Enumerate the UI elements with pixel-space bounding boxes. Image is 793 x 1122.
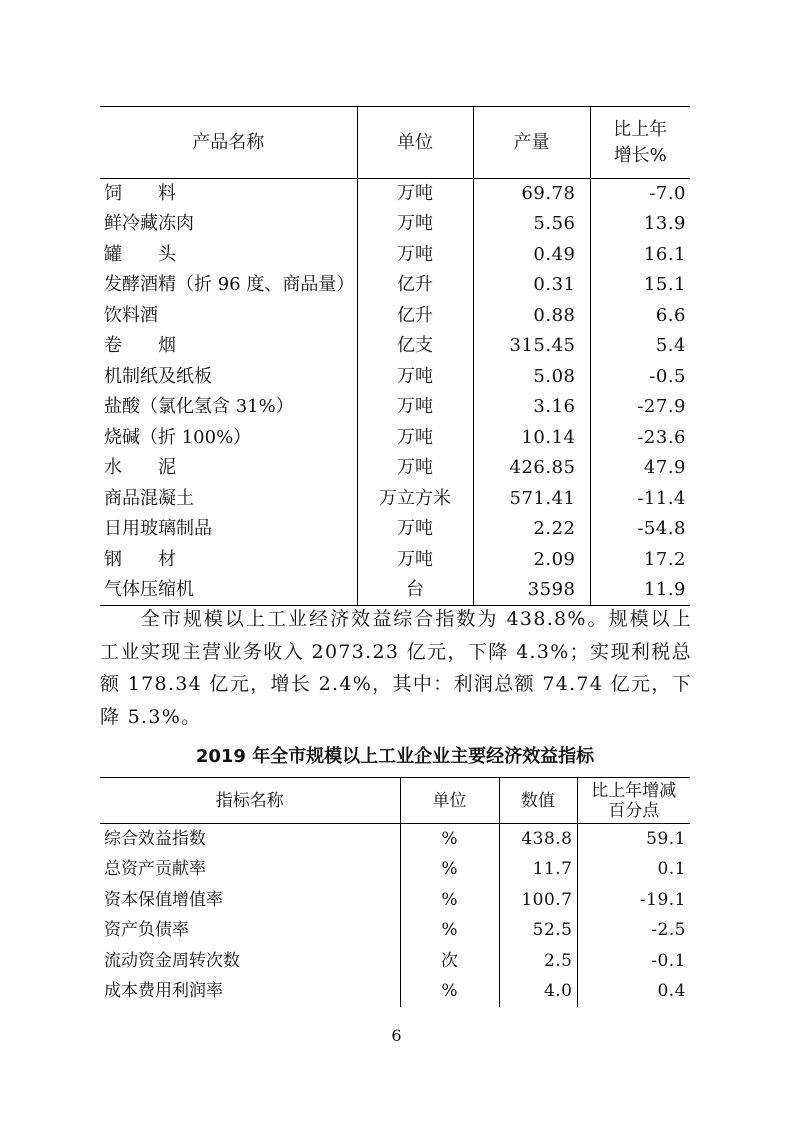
table-row: [100, 270, 690, 301]
cell-name: 饮料酒: [104, 304, 158, 326]
cell-growth: -0.5: [590, 362, 690, 393]
header-value: 数值: [499, 778, 577, 824]
cell-unit: %: [400, 976, 499, 1007]
cell-growth: -27.9: [590, 392, 690, 423]
cell-unit: 万吨: [357, 209, 473, 240]
cell-unit: 万立方米: [357, 484, 473, 515]
cell-unit: 亿升: [357, 270, 473, 301]
cell-output: 10.14: [473, 423, 590, 454]
table-header-row: [100, 107, 690, 179]
cell-growth: -11.4: [590, 484, 690, 515]
table-row: [100, 514, 690, 545]
cell-growth: -54.8: [590, 514, 690, 545]
cell-change: -2.5: [577, 915, 690, 946]
header-product-name: 产品名称: [100, 107, 357, 179]
cell-growth: -23.6: [590, 423, 690, 454]
header-growth: [590, 107, 690, 179]
cell-name: 水 泥: [104, 457, 176, 479]
cell-name: 日用玻璃制品: [104, 518, 212, 540]
economic-indicator-table: [100, 777, 690, 1007]
cell-value: 52.5: [499, 915, 577, 946]
cell-growth: -7.0: [590, 179, 690, 210]
cell-growth: 17.2: [590, 545, 690, 576]
cell-unit: 万吨: [357, 545, 473, 576]
cell-unit: 万吨: [357, 179, 473, 210]
cell-unit: %: [400, 824, 499, 855]
table-row: [100, 484, 690, 515]
cell-output: 5.56: [473, 209, 590, 240]
cell-growth: 5.4: [590, 331, 690, 362]
table-row: [100, 301, 690, 332]
cell-output: 426.85: [473, 453, 590, 484]
cell-name: 气体压缩机: [100, 575, 357, 606]
cell-output: 3598: [473, 575, 590, 606]
table-row: [100, 575, 690, 606]
economic-summary-paragraph: [100, 603, 692, 733]
header-output: 产量: [473, 107, 590, 179]
cell-name: 成本费用利润率: [104, 981, 223, 1002]
table-row: [100, 423, 690, 454]
cell-value: 438.8: [499, 824, 577, 855]
page-number: 6: [391, 1026, 402, 1045]
header-change-line1: 比上年增减: [591, 780, 677, 801]
cell-output: 315.45: [473, 331, 590, 362]
indicator-table-title: 2019 年全市规模以上工业企业主要经济效益指标: [195, 746, 595, 767]
table-header-row: [100, 778, 690, 824]
table-row: [100, 331, 690, 362]
cell-unit: %: [400, 915, 499, 946]
cell-output: 2.09: [473, 545, 590, 576]
cell-name: 饲 料: [104, 183, 176, 204]
cell-change: 0.1: [577, 854, 690, 885]
table-row: [100, 392, 690, 423]
table-row: [100, 453, 690, 484]
cell-output: 2.22: [473, 514, 590, 545]
cell-value: 11.7: [499, 854, 577, 885]
cell-name: 资产负债率: [104, 920, 189, 941]
cell-output: 0.88: [473, 301, 590, 332]
cell-name: 商品混凝土: [104, 487, 194, 509]
cell-name: 资本保值增值率: [104, 889, 223, 910]
table-row: [100, 179, 690, 210]
cell-output: 69.78: [473, 179, 590, 210]
cell-name: 钢 材: [104, 548, 176, 570]
header-growth-line2: 增长%: [613, 144, 667, 166]
table-row: [100, 854, 690, 885]
table-row: [100, 946, 690, 977]
cell-growth: 16.1: [590, 240, 690, 271]
cell-name: 盐酸（氯化氢含 31%）: [104, 396, 294, 418]
cell-unit: 万吨: [357, 514, 473, 545]
cell-growth: 11.9: [590, 575, 690, 606]
header-change: [577, 778, 690, 824]
header-indicator-name: 指标名称: [100, 778, 400, 824]
cell-change: -0.1: [577, 946, 690, 977]
cell-value: 2.5: [499, 946, 577, 977]
cell-unit: 次: [400, 946, 499, 977]
cell-unit: 万吨: [357, 392, 473, 423]
cell-change: -19.1: [577, 885, 690, 916]
cell-unit: 万吨: [357, 362, 473, 393]
cell-unit: 亿升: [357, 301, 473, 332]
cell-unit: %: [400, 885, 499, 916]
cell-output: 5.08: [473, 362, 590, 393]
cell-output: 0.49: [473, 240, 590, 271]
header-unit: 单位: [357, 107, 473, 179]
table-row: [100, 240, 690, 271]
product-output-table: [100, 106, 690, 606]
header-unit: 单位: [400, 778, 499, 824]
paragraph-text: 全市规模以上工业经济效益综合指数为 438.8%。规模以上工业实现主营业务收入 2073.23 亿元，下降 4.3%；实现利税总额 178.34 亿元，增长 2.4%，其中：利润总额 74.74 亿元，下降 5.3%。: [100, 608, 692, 728]
cell-output: 571.41: [473, 484, 590, 515]
cell-growth: 15.1: [590, 270, 690, 301]
table-row: [100, 915, 690, 946]
cell-name: 总资产贡献率: [104, 859, 206, 880]
cell-name: 烧碱（折 100%）: [104, 426, 252, 448]
cell-unit: 万吨: [357, 240, 473, 271]
header-change-line2: 百分点: [608, 800, 660, 821]
cell-name: 机制纸及纸板: [104, 365, 212, 387]
cell-output: 3.16: [473, 392, 590, 423]
cell-name: 流动资金周转次数: [104, 950, 240, 971]
table-row: [100, 545, 690, 576]
cell-name: 综合效益指数: [104, 829, 206, 849]
cell-value: 100.7: [499, 885, 577, 916]
cell-name: 鲜冷藏冻肉: [104, 213, 194, 235]
cell-growth: 13.9: [590, 209, 690, 240]
cell-unit: 台: [357, 575, 473, 606]
table-row: [100, 885, 690, 916]
cell-unit: 万吨: [357, 453, 473, 484]
cell-change: 59.1: [577, 824, 690, 855]
cell-unit: 万吨: [357, 423, 473, 454]
table-row: [100, 209, 690, 240]
header-growth-line1: 比上年: [613, 118, 668, 140]
cell-change: 0.4: [577, 976, 690, 1007]
cell-growth: 6.6: [590, 301, 690, 332]
cell-unit: 亿支: [357, 331, 473, 362]
cell-growth: 47.9: [590, 453, 690, 484]
table-row: [100, 362, 690, 393]
cell-name: 发酵酒精（折 96 度、商品量）: [104, 274, 355, 296]
cell-name: 罐 头: [104, 243, 176, 265]
table-row: [100, 824, 690, 855]
cell-value: 4.0: [499, 976, 577, 1007]
table-row: [100, 976, 690, 1007]
cell-output: 0.31: [473, 270, 590, 301]
cell-unit: %: [400, 854, 499, 885]
cell-name: 卷 烟: [104, 335, 176, 357]
